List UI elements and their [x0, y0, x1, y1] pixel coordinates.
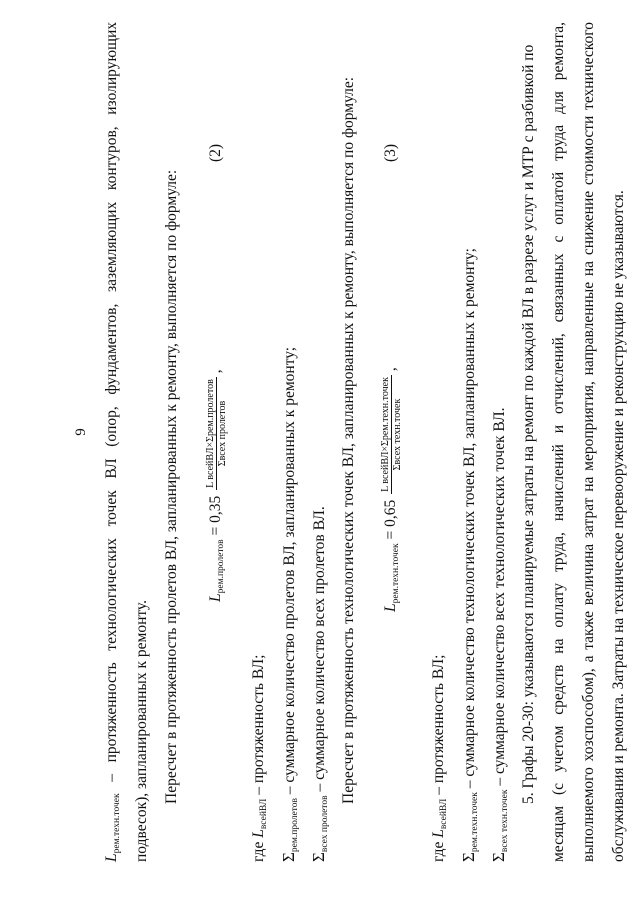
formula-fraction [205, 377, 228, 490]
subscript: всех пролетов [320, 795, 330, 853]
subscript: рем.пролетов [290, 798, 300, 853]
formula-2 [205, 369, 228, 602]
text-line-6 [280, 347, 304, 862]
subscript: всейВЛ [439, 798, 449, 830]
formula-lhs: L [382, 603, 400, 612]
formula-lhs-sub: рем.пролетов [216, 539, 227, 594]
text: – суммарное количество пролетов ВЛ, запланированных к ремонту; [281, 346, 298, 795]
symbol-L: L [250, 829, 267, 838]
text-line-14: месяцам (с учетом средств на оплату труда, начислений и отчислений, связанных с оплатой труда для ремонта, [550, 22, 567, 862]
formula-2-label: (2) [207, 143, 224, 162]
text: – суммарное количество всех пролетов ВЛ. [311, 506, 328, 792]
formula-3 [380, 367, 403, 612]
formula-tail: , [382, 367, 400, 372]
formula-lhs-sub: рем.техн.точек [391, 543, 402, 604]
symbol-L: L [103, 853, 120, 862]
text: – суммарное количество всех технологических точек ВЛ. [491, 407, 508, 786]
text-line-5 [250, 655, 273, 862]
symbol-sigma: Σ [279, 852, 298, 862]
text: где [430, 841, 447, 862]
text-line-8: Пересчет в протяженность технологических точек ВЛ, запланированных к ремонту, выполняется по формуле: [340, 76, 357, 804]
subscript: рем.техн.точек [470, 792, 480, 853]
formula-fraction [380, 375, 403, 494]
symbol-sigma: Σ [309, 852, 328, 862]
subscript: рем.техн.точек [112, 793, 122, 854]
formula-lhs: L [207, 593, 225, 602]
formula-eq: = 0,65 [382, 499, 400, 540]
rotated-content [45, 2, 640, 862]
symbol-L: L [430, 829, 447, 838]
formula-numerator: L всейВЛ×Σрем.техн.точек [380, 377, 391, 492]
text-line-13: 5. Графы 20-30: указываются планируемые затраты на ремонт по каждой ВЛ в разрезе услуг и МТР с разбивкой по [520, 44, 537, 804]
text-line-11 [460, 248, 484, 862]
subscript: всех техн.точек [500, 789, 510, 853]
text-line-16: обслуживания и ремонта. Затраты на техническое перевооружение и реконструкцию не указываются. [610, 190, 627, 862]
formula-3-label: (3) [382, 143, 399, 162]
formula-numerator: L всейВЛ×Σрем.пролетов [205, 379, 216, 488]
text-line-2: подвесок), запланированных к ремонту. [133, 599, 150, 862]
formula-denominator: Σвсех пролетов [217, 400, 228, 467]
page-number: 9 [73, 428, 89, 436]
symbol-sigma: Σ [489, 852, 508, 862]
text-line-12 [490, 407, 514, 862]
text-line-7 [310, 506, 334, 862]
symbol-sigma: Σ [459, 852, 478, 862]
text-line-1 [103, 22, 126, 862]
text-line-10 [430, 655, 453, 862]
formula-denominator: Σвсех техн.точек [392, 398, 403, 471]
text: – протяженность ВЛ; [250, 654, 267, 795]
formula-eq: = 0,35 [207, 495, 225, 536]
text-line-3: Пересчет в протяженность пролетов ВЛ, запланированных к ремонту, выполняется по формуле: [163, 169, 180, 804]
text: – суммарное количество технологических точек ВЛ, запланированных к ремонту; [461, 248, 478, 789]
subscript: всейВЛ [259, 798, 269, 830]
text: – протяженность технологических точек ВЛ (опор, фундаментов, заземляющих контуров, изолирующих [103, 21, 120, 782]
text: где [250, 841, 267, 862]
formula-tail: , [207, 369, 225, 374]
text: – протяженность ВЛ; [430, 654, 447, 795]
text-line-15: выполняемого хозспособом), а также величина затрат на мероприятия, направленные на снижение стоимости технического [580, 22, 597, 862]
